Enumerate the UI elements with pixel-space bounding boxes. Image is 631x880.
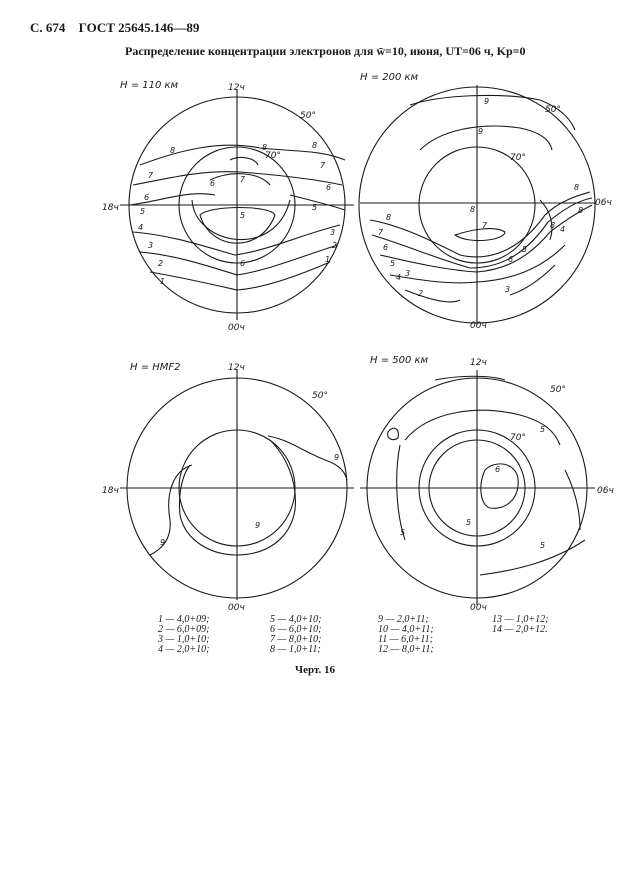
panel-label: H = 500 км [370,355,429,366]
lat-label: 50° [300,111,316,121]
contour-label: 3 [505,285,511,294]
axis-label-bottom: 00ч [470,321,487,331]
contour-label: 5 [390,259,396,268]
legend-item: 10 — 4,0+11; [378,624,434,635]
lat-label: 50° [312,391,328,401]
contour-label: 8 [550,221,556,230]
contour-label: 6 [508,255,514,264]
panel-hmf2 [120,370,354,600]
axis-label-bottom: 00ч [470,603,487,613]
axis-label-left: 18ч [102,203,119,213]
contour-label: 7 [240,175,246,184]
axis-label-bottom: 00ч [228,603,245,613]
axis-label-right: 06ч [597,486,614,496]
contour-label: 6 [210,179,216,188]
contour-label: 7 [482,221,488,230]
panel-label: H = 110 км [120,80,179,91]
contour-label: 9 [160,538,166,547]
contour-label: 5 [240,211,246,220]
contour-label: 9 [478,127,484,136]
axis-label-top: 12ч [228,363,245,373]
contour-label: 6 [495,465,501,474]
legend-item: 7 — 8,0+10; [270,634,322,645]
contour-label: 7 [378,228,384,237]
lat-label: 50° [550,385,566,395]
standard-number: ГОСТ 25645.146—89 [78,20,200,35]
axis-label-right: 06ч [595,198,612,208]
legend-item: 14 — 2,0+12. [492,624,548,635]
contour-label: 2 [158,259,164,268]
panel-h200 [359,85,595,325]
page-number: С. 674 [30,20,66,35]
contour-label: 8 [170,146,176,155]
axis-label-top: 12ч [228,83,245,93]
legend-item: 12 — 8,0+11; [378,644,434,655]
contour-label: 4 [560,225,566,234]
contour-label: 6 [240,259,246,268]
contour-label: 7 [148,171,154,180]
contour-label: 5 [466,518,472,527]
lat-label: 70° [265,151,281,161]
contour-label: 4 [396,273,402,282]
contour-label: 3 [330,228,336,237]
contour-label: 1 [160,277,166,286]
contour-label: 6 [383,243,389,252]
legend-item: 5 — 4,0+10; [270,614,322,625]
figure-caption: Черт. 16 [295,664,336,676]
legend-item: 13 — 1,0+12; [492,614,549,625]
axis-label-bottom: 00ч [228,323,245,333]
axis-label-left: 18ч [102,486,119,496]
contour-label: 5 [400,528,406,537]
panel-h500 [360,370,595,605]
legend-column-1 [158,615,209,655]
legend-item: 9 — 2,0+11; [378,614,429,625]
legend-item: 6 — 6,0+10; [270,624,322,635]
contour-label: 8 [312,141,318,150]
contour-label: 8 [578,206,584,215]
legend-item: 4 — 2,0+10; [158,644,210,655]
legend-item: 8 — 1,0+11; [270,644,321,655]
contour-label: 8 [386,213,392,222]
panel-h110 [120,90,354,320]
contour-label: 5 [312,203,318,212]
contour-label: 7 [320,161,326,170]
contour-label: 2 [332,241,338,250]
contour-label: 3 [405,269,411,278]
legend-item: 3 — 1,0+10; [158,634,210,645]
legend-column-2 [270,615,321,655]
lat-label: 70° [510,433,526,443]
contour-label: 9 [484,97,490,106]
contour-label: 1 [325,255,331,264]
panel-label: H = 200 км [360,72,419,83]
legend-column-3 [378,615,434,655]
contour-label: 5 [540,541,546,550]
panel-label: H = HMF2 [130,362,181,373]
contour-label: 8 [262,143,268,152]
contour-label: 8 [574,183,580,192]
contour-label: 5 [522,245,528,254]
figure-title: Распределение концентрации электронов для w̄=10, июня, UT=06 ч, Kp=0 [125,44,526,58]
legend-item: 1 — 4,0+09; [158,614,210,625]
contour-label: 5 [140,207,146,216]
legend-item: 11 — 6,0+11; [378,634,433,645]
contour-label: 8 [470,205,476,214]
axis-label-top: 12ч [470,358,487,368]
contour-label: 6 [144,193,150,202]
contour-label: 5 [540,425,546,434]
legend-item: 2 — 6,0+09; [158,624,210,635]
contour-label: 9 [334,453,340,462]
contour-label: 4 [138,223,144,232]
lat-label: 70° [510,153,526,163]
lat-label: 50° [545,105,561,115]
contour-label: 6 [326,183,332,192]
contour-label: 9 [255,521,261,530]
contour-label: 3 [148,241,154,250]
contour-label: 2 [418,289,424,298]
legend-column-4 [492,615,548,635]
